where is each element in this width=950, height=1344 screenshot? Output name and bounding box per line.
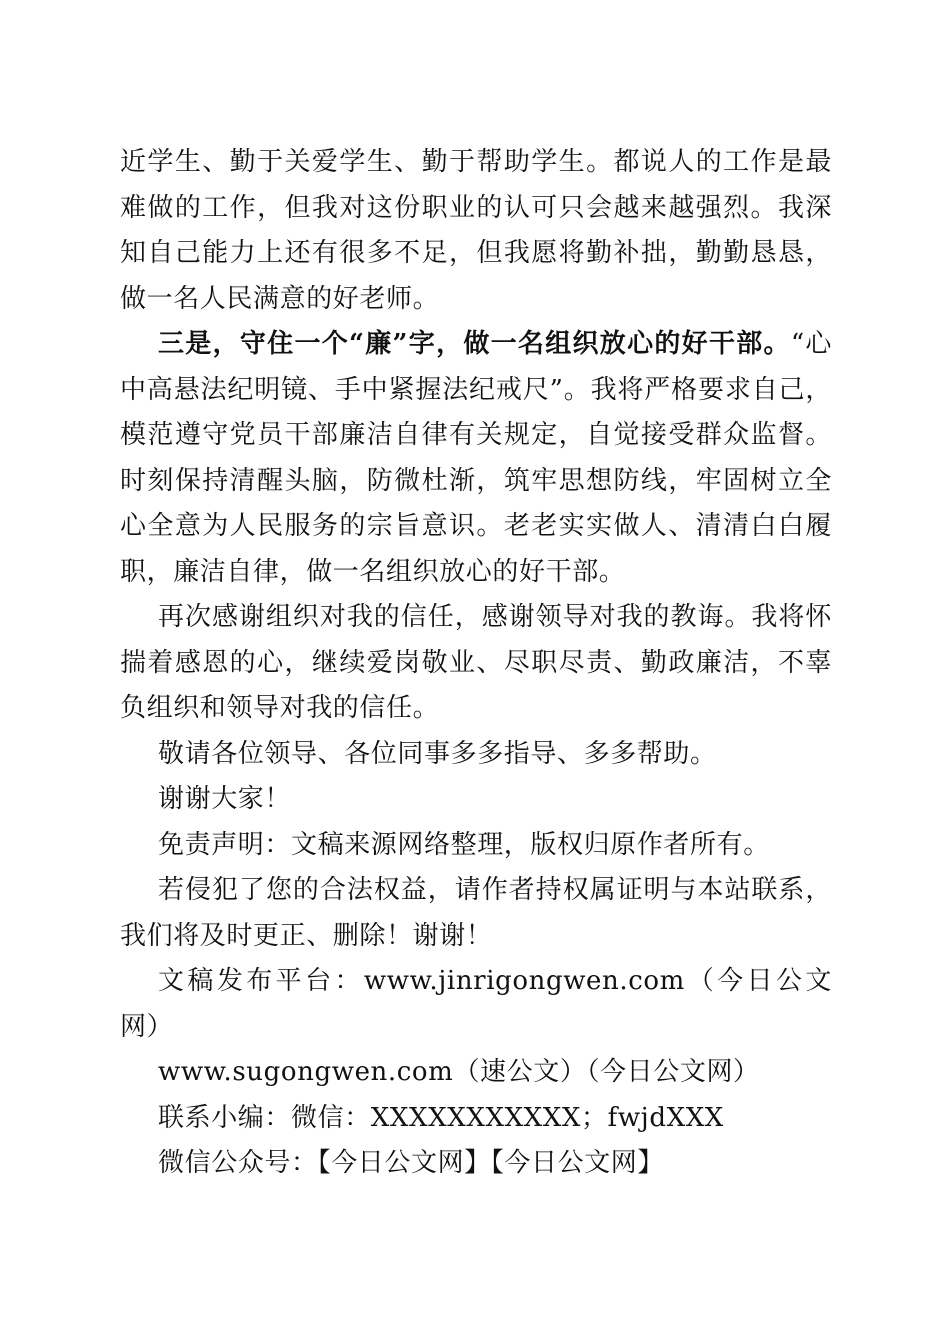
paragraph-closing: 谢谢大家！ <box>158 784 292 814</box>
paragraph-thanks: 再次感谢组织对我的信任，感谢领导对我的教诲。我将怀揣着感恩的心，继续爱岗敬业、尽职尽责、勤政廉洁，不辜负组织和领导对我的信任。 <box>120 602 832 723</box>
wechat-line: 微信公众号：【今日公文网】【今日公文网】 <box>158 1148 665 1178</box>
disclaimer-text: 免责声明：文稿来源网络整理，版权归原作者所有。 <box>158 829 770 860</box>
paragraph-integrity-body: “心中高悬法纪明镜、手中紧握法纪戒尺”。我将严格要求自己，模范遵守党员干部廉洁自律有关规定，自觉接受群众监督。时刻保持清醒头脑，防微杜渐，筑牢思想防线，牢固树立全心全意为人民服务的宗旨意识。老老实实做人、清清白白履职，廉洁自律，做一名组织放心的好干部。 <box>120 329 832 587</box>
paragraph-teacher: 近学生、勤于关爱学生、勤于帮助学生。都说人的工作是最难做的工作，但我对这份职业的认可只会越来越强烈。我深知自己能力上还有很多不足，但我愿将勤补拙，勤勤恳恳，做一名人民满意的好老师。 <box>120 147 832 314</box>
platform-line: 文稿发布平台：www.jinrigongwen.com（今日公文网） <box>120 966 832 1042</box>
site-line: www.sugongwen.com（速公文）（今日公文网） <box>158 1057 760 1087</box>
footer-notes <box>120 823 832 1187</box>
paragraph-request: 敬请各位领导、各位同事多多指导、多多帮助。 <box>158 738 717 769</box>
paragraph-integrity-heading: 三是，守住一个“廉”字，做一名组织放心的好干部。 <box>158 329 791 359</box>
infringement-notice: 若侵犯了您的合法权益，请作者持权属证明与本站联系，我们将及时更正、删除！谢谢！ <box>120 875 832 951</box>
paragraph-integrity <box>120 322 832 595</box>
document-body <box>120 140 832 1187</box>
contact-line: 联系小编：微信：XXXXXXXXXXX；fwjdXXX <box>158 1102 724 1133</box>
